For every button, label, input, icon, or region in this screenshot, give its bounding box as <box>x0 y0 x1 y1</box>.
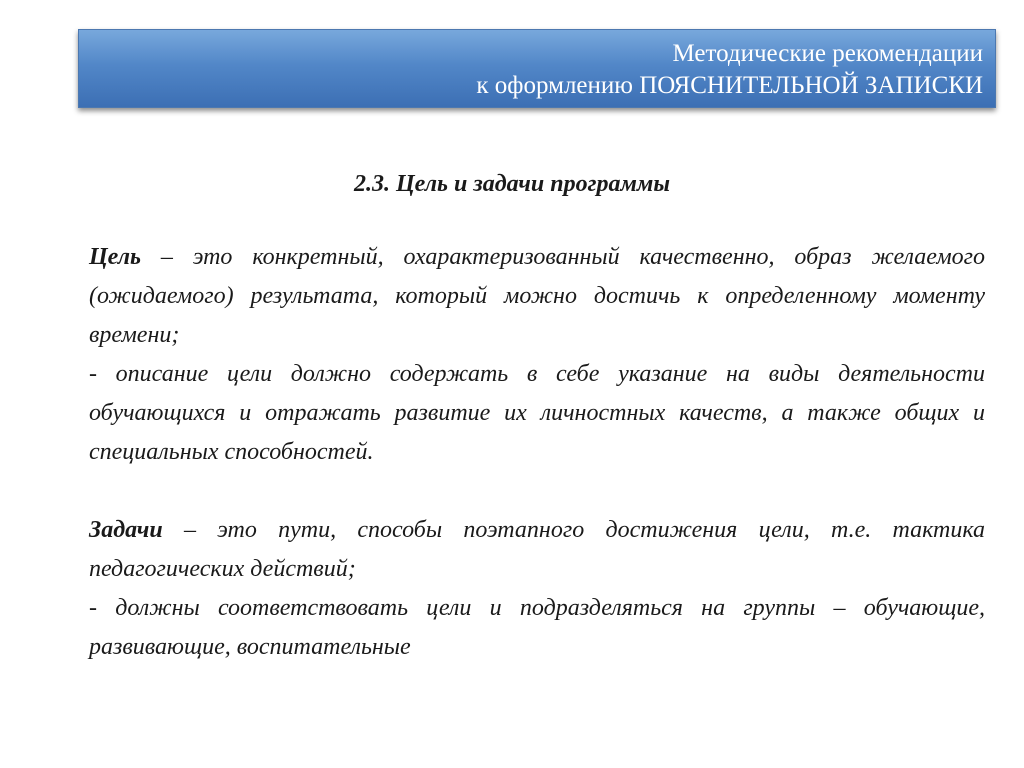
goal-definition-text: – это конкретный, охарактеризованный качественно, образ желаемого (ожидаемого) результата, который можно достичь к определенному моменту времени; <box>89 244 985 348</box>
header-title-line-1: Методические рекомендации <box>672 40 983 67</box>
tasks-definition-paragraph <box>89 511 985 589</box>
section-title: 2.3. Цель и задачи программы <box>354 171 670 197</box>
tasks-requirement-paragraph: - должны соответствовать цели и подразделяться на группы – обучающие, развивающие, воспитательные <box>89 595 985 660</box>
tasks-term: Задачи <box>89 517 163 543</box>
slide-body <box>89 238 985 667</box>
header-title-line-2: к оформлению ПОЯСНИТЕЛЬНОЙ ЗАПИСКИ <box>476 72 983 99</box>
paragraph-spacer <box>89 472 985 511</box>
goal-requirement-paragraph: - описание цели должно содержать в себе указание на виды деятельности обучающихся и отражать развитие их личностных качеств, а также общих и специальных способностей. <box>89 361 985 465</box>
tasks-definition-text: – это пути, способы поэтапного достижения цели, т.е. тактика педагогических действий; <box>89 517 985 582</box>
goal-definition-paragraph <box>89 238 985 355</box>
slide-header-banner <box>78 29 996 108</box>
goal-term: Цель <box>89 244 142 270</box>
